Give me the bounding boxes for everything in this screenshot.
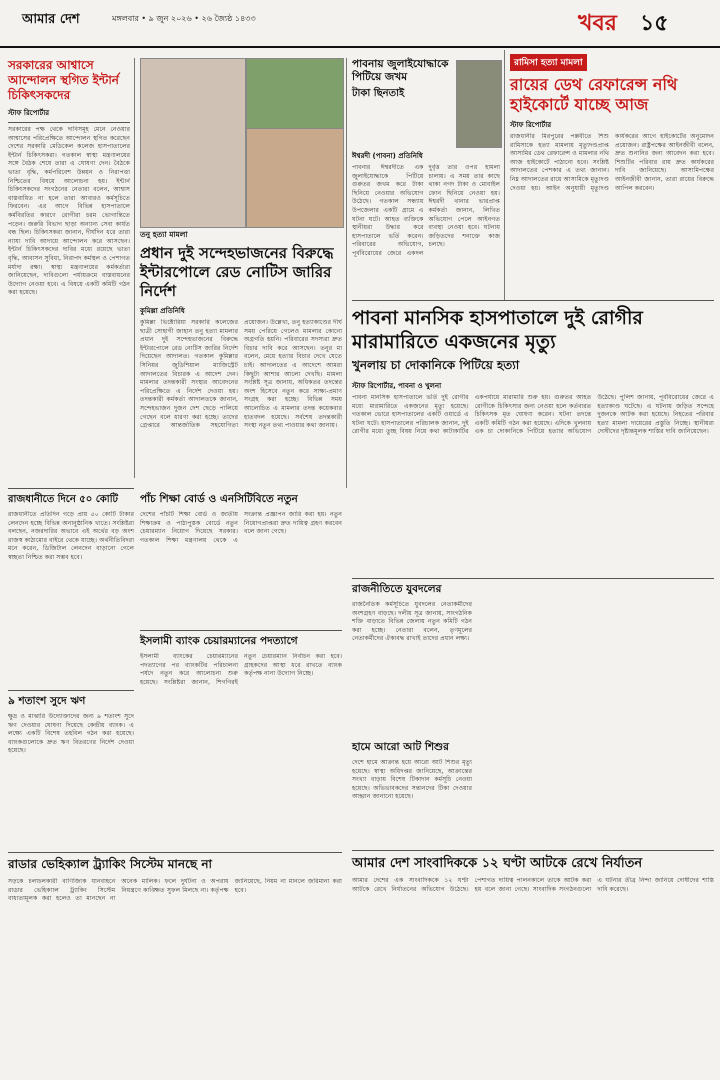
headline: পাবনা মানসিক হাসপাতালে দুই রোগীর মারামারিতে একজনের মৃত্যু: [352, 307, 643, 353]
page-number: ১৫: [640, 11, 669, 36]
headline: পাঁচ শিক্ষা বোর্ড ও এনসিটিবিতে নতুন: [140, 493, 298, 505]
headline: রাজধানীতে দিনে ৫০ কোটি: [8, 494, 119, 505]
story-ramisa: [510, 50, 714, 313]
article-body: রাজধানীতে প্রতিদিন গড়ে প্রায় ৫০ কোটি টাকার লেনদেন হচ্ছে বিভিন্ন অনানুষ্ঠানিক খাতে। সংশ্লিষ্টরা বলছেন, নজরদারির অভাবে এই অর্থের বড় অংশ রাজস্ব কাঠামোর বাইরে থেকে যাচ্ছে। অর্থনীতিবিদরা মনে করেন, ডিজিটাল লেনদেন বাড়ানো গেলে স্বচ্ছতা নিশ্চিত করা সম্ভব হবে।: [8, 511, 134, 561]
byline: স্টাফ রিপোর্টার, পাবনা ও খুলনা: [352, 382, 442, 390]
article-body: পাবনার ঈশ্বরদীতে এক জুলাইযোদ্ধাকে পিটিয়ে গুরুতর জখম করে টাকা ছিনিয়ে নেওয়ার অভিযোগ উঠেছে। গতকাল সন্ধ্যায় উপজেলার একটি গ্রামে এ ঘটনা ঘটে। আহত ব্যক্তিকে স্থানীয়রা উদ্ধার করে হাসপাতালে ভর্তি করেন। পরিবারের অভিযোগ, পূর্ববিরোধের জেরে একদল দুর্বৃত্ত তার ওপর হামলা চালায়। এ সময় তার কাছে থাকা নগদ টাকা ও মোবাইল ফোন ছিনিয়ে নেওয়া হয়। ঈশ্বরদী থানার ভারপ্রাপ্ত কর্মকর্তা জানান, লিখিত অভিযোগ পেলে আইনগত ব্যবস্থা নেওয়া হবে। ঘটনায় জড়িতদের শনাক্তে কাজ চলছে।: [352, 164, 500, 257]
byline: কুমিল্লা প্রতিনিধি: [140, 307, 185, 315]
headline: আমার দেশ সাংবাদিককে ১২ ঘণ্টা আটকে রেখে নির্যাতন: [352, 856, 643, 871]
article-body: সরকারের পক্ষ থেকে দাবিসমূহ মেনে নেওয়ার আশ্বাসের পরিপ্রেক্ষিতে আন্দোলন স্থগিত করেছেন দেশের সরকারি মেডিকেল কলেজ হাসপাতালের ইন্টার্ন চিকিৎসকরা। গতকাল স্বাস্থ্য মন্ত্রণালয়ের সঙ্গে বৈঠক শেষে তারা এ ঘোষণা দেন। বৈঠকে ভাতা বৃদ্ধি, কর্মপরিবেশ উন্নয়ন ও নিরাপত্তা নিশ্চিতের বিষয়ে আলোচনা হয়। ইন্টার্ন চিকিৎসকদের সংগঠনের নেতারা বলেন, আশ্বাস বাস্তবায়িত না হলে তারা আবারও কর্মসূচিতে ফিরবেন। এর আগে বিভিন্ন হাসপাতালে কর্মবিরতির কারণে রোগীরা চরম ভোগান্তিতে পড়েন। জরুরি বিভাগ ছাড়া অন্যান্য সেবা কার্যত বন্ধ ছিল। চিকিৎসকরা জানান, দীর্ঘদিন ধরে তারা ন্যায্য দাবি আদায়ে আন্দোলন করে আসছেন। ইন্টার্ন চিকিৎসকদের দাবির মধ্যে রয়েছে ভাতা বৃদ্ধি, আবাসন সুবিধা, নিরাপদ কর্মস্থল ও পেশাগত মর্যাদা রক্ষা। স্বাস্থ্য মন্ত্রণালয়ের কর্মকর্তারা জানিয়েছেন, দাবিগুলো পর্যায়ক্রমে বাস্তবায়নের উদ্যোগ নেওয়া হবে। এ বিষয়ে একটি কমিটি গঠন করা হয়েছে।: [8, 126, 130, 297]
headline: রাজনীতিতে যুবদলের: [352, 583, 442, 595]
headline: হামে আরো আট শিশুর: [352, 741, 449, 753]
story-tonu-murder: [140, 230, 342, 509]
story-jubodol: [352, 582, 472, 751]
article-body: পাবনা মানসিক হাসপাতালে ভর্তি দুই রোগীর মধ্যে মারামারিতে একজনের মৃত্যু হয়েছে। গতকাল ভোরে হাসপাতালের একটি ওয়ার্ডে এ ঘটনা ঘটে। হাসপাতালের পরিচালক জানান, দুই রোগীর মধ্যে তুচ্ছ বিষয় নিয়ে কথা কাটাকাটির একপর্যায়ে মারামারি শুরু হয়। গুরুতর আহত রোগীকে চিকিৎসার জন্য নেওয়া হলে কর্তব্যরত চিকিৎসক মৃত ঘোষণা করেন। ঘটনা তদন্তে একটি কমিটি গঠন করা হয়েছে। এদিকে খুলনায় এক চা দোকানিকে পিটিয়ে হত্যার অভিযোগ উঠেছে। পুলিশ জানায়, পূর্ববিরোধের জেরে এ হত্যাকাণ্ড ঘটেছে। এ ঘটনায় জড়িত সন্দেহে দুজনকে আটক করা হয়েছে। নিহতের পরিবার হত্যা মামলা দায়েরের প্রস্তুতি নিচ্ছে। স্থানীয়রা দোষীদের দৃষ্টান্তমূলক শাস্তির দাবি জানিয়েছেন।: [352, 394, 714, 436]
headline: ৯ শতাংশ সুদে ঋণ: [8, 695, 86, 707]
article-body: আমার দেশের এক সাংবাদিককে ১২ ঘণ্টা আটকে রেখে নির্যাতনের অভিযোগ উঠেছে। পেশাগত দায়িত্ব পালনকালে তাকে আটক করা হয় বলে জানা গেছে। সাংবাদিক সংগঠনগুলো এ ঘটনার তীব্র নিন্দা জানিয়ে দোষীদের শাস্তি দাবি করেছে।: [352, 877, 714, 893]
headline: প্রধান দুই সন্দেহভাজনের বিরুদ্ধে ইন্টারপোলে রেড নোটিস জারির নির্দেশ: [140, 244, 334, 300]
paper-name: আমার দেশ: [22, 12, 80, 27]
story-journalist: [352, 854, 714, 1067]
issue-date: মঙ্গলবার • ৯ জুন ২০২৬ • ২৬ জ্যৈষ্ঠ ১৪৩৩: [112, 14, 256, 23]
article-body: কুমিল্লা ভিক্টোরিয়া সরকারি কলেজের ছাত্রী সোহাগী জাহান তনু হত্যা মামলার প্রধান দুই সন্দেহভাজনের বিরুদ্ধে ইন্টারপোলে রেড নোটিস জারির নির্দেশ দিয়েছেন আদালত। গতকাল কুমিল্লার সিনিয়র জুডিশিয়াল ম্যাজিস্ট্রেট আদালতের বিচারক এ আদেশ দেন। মামলার তদন্তকারী সংস্থার আবেদনের পরিপ্রেক্ষিতে এ নির্দেশ দেওয়া হয়। তদন্তকারী কর্মকর্তা আদালতকে জানান, সন্দেহভাজন দুজন দেশ ছেড়ে পালিয়ে গেছেন বলে ধারণা করা হচ্ছে। তাদের গ্রেপ্তারে আন্তর্জাতিক সহযোগিতা প্রয়োজন। উল্লেখ্য, তনু হত্যাকাণ্ডের দীর্ঘ সময় পেরিয়ে গেলেও মামলার কোনো অগ্রগতি হয়নি। পরিবারের সদস্যরা দ্রুত বিচার দাবি করে আসছেন। তনুর মা বলেন, মেয়ে হত্যার বিচার দেখে যেতে চাই। আদালতের এ আদেশে আমরা কিছুটা আশার আলো দেখছি। মামলা সংশ্লিষ্ট সূত্র জানায়, অধিকতর তদন্তের অংশ হিসেবে নতুন করে সাক্ষ্য-প্রমাণ সংগ্রহ করা হচ্ছে। বিভিন্ন সময় আলোচিত এ মামলার তদন্ত কয়েকবার হাতবদল হয়েছে। সর্বশেষ তদন্তকারী সংস্থা নতুন তথ্য পাওয়ার কথা জানায়।: [140, 319, 342, 430]
story-50-crore: [8, 492, 134, 691]
section-name: খবর: [578, 11, 617, 36]
story-radar: [8, 856, 342, 1068]
kicker: রামিসা হত্যা মামলা: [510, 54, 587, 71]
article-body: ইসলামী ব্যাংকের চেয়ারম্যানের পদত্যাগের পর ব্যাংকটির পরিচালনা পর্ষদে নতুন করে আলোচনা শুরু হয়েছে। সংশ্লিষ্টরা জানান, শিগগিরই নতুন চেয়ারম্যান নির্বাচন করা হবে। গ্রাহকদের আস্থা ধরে রাখতে ব্যাংক কর্তৃপক্ষ নানা উদ্যোগ নিচ্ছে।: [140, 653, 342, 686]
subhead: টাকা ছিনতাই: [352, 88, 405, 99]
byline: ঈশ্বরদী (পাবনা) প্রতিনিধি: [352, 152, 423, 160]
suspect-photo-2: [246, 128, 344, 228]
headline: পাবনায় জুলাইযোদ্ধাকে পিটিয়ে জখম: [352, 58, 449, 83]
article-body: দেশে হামে আক্রান্ত হয়ে আরো আট শিশুর মৃত্যু হয়েছে। স্বাস্থ্য অধিদপ্তর জানিয়েছে, আক্রান্তের সংখ্যা বাড়ায় বিশেষ টিকাদান কর্মসূচি নেওয়া হয়েছে। অভিভাবকদের সন্তানদের টিকা দেওয়ার আহ্বান জানানো হয়েছে।: [352, 759, 472, 801]
article-body: রাজধানীর মিরপুরের পল্লবীতে শিশু রামিসাকে হত্যা মামলায় মৃত্যুদণ্ডপ্রাপ্ত আসামির ডেথ রেফারেন্স ও মামলার নথি আজ হাইকোর্টে পাঠানো হবে। সংশ্লিষ্ট আদালতের পেশকার এ তথ্য জানান। নিম্ন আদালতের রায়ে আসামিকে মৃত্যুদণ্ড দেওয়া হয়। আইন অনুযায়ী মৃত্যুদণ্ড কার্যকরের আগে হাইকোর্টের অনুমোদন প্রয়োজন। রাষ্ট্রপক্ষের আইনজীবী বলেন, দ্রুত শুনানির জন্য আবেদন করা হবে। শিশুটির পরিবার রায় দ্রুত কার্যকরের দাবি জানিয়েছে। আসামিপক্ষের আইনজীবী জানান, তারা রায়ের বিরুদ্ধে আপিল করবেন।: [510, 133, 714, 192]
story-islami-bank: [140, 634, 342, 853]
story-mental-hospital: [352, 306, 714, 624]
article-body: সড়কে চলাচলকারী বাণিজ্যিক যানবাহনে রাডার ভেহিক্যাল ট্র্যাকিং সিস্টেম বাধ্যতামূলক করা হলেও তা মানছেন না অনেক মালিক। ফলে দুর্ঘটনা ও অপরাধ নিয়ন্ত্রণে কাঙ্ক্ষিত সুফল মিলছে না। কর্তৃপক্ষ জানিয়েছে, নিয়ম না মানলে জরিমানা করা হবে।: [8, 878, 342, 903]
byline: স্টাফ রিপোর্টার: [510, 121, 552, 129]
byline: স্টাফ রিপোর্টার: [8, 109, 50, 117]
victim-photo-pabna: [456, 60, 502, 148]
article-body: রাজনৈতিক কর্মসূচিতে যুবদলের নেতাকর্মীদের অংশগ্রহণ বাড়ছে। দলীয় সূত্র জানায়, সাংগঠনিক শক্তি বাড়াতে বিভিন্ন জেলায় নতুন কমিটি গঠন করা হচ্ছে। নেতারা বলেন, তৃণমূলের নেতাকর্মীদের ঐক্যবদ্ধ রাখাই তাদের প্রধান লক্ষ্য।: [352, 601, 472, 643]
story-measles: [352, 740, 472, 839]
story-education-board: [140, 492, 342, 641]
article-body: দেশের পাঁচটি শিক্ষা বোর্ড ও জাতীয় শিক্ষাক্রম ও পাঠ্যপুস্তক বোর্ডে নতুন চেয়ারম্যান নিয়োগ দিয়েছে সরকার। গতকাল শিক্ষা মন্ত্রণালয় থেকে এ সংক্রান্ত প্রজ্ঞাপন জারি করা হয়। নতুন নিয়োগপ্রাপ্তরা দ্রুত দায়িত্ব গ্রহণ করবেন বলে জানা গেছে।: [140, 511, 342, 544]
article-body: ক্ষুদ্র ও মাঝারি উদ্যোক্তাদের জন্য ৯ শতাংশ সুদে ঋণ দেওয়ার ঘোষণা দিয়েছে কেন্দ্রীয় ব্যাংক। এ লক্ষ্যে একটি বিশেষ তহবিল গঠন করা হয়েছে। ব্যাংকগুলোকে দ্রুত ঋণ বিতরণের নির্দেশ দেওয়া হয়েছে।: [8, 713, 134, 755]
subhead: খুনলায় চা দোকানিকে পিটিয়ে হত্যা: [352, 358, 520, 372]
headline: রায়ের ডেথ রেফারেন্স নথি হাইকোর্টে যাচ্ছে আজ: [510, 75, 678, 114]
headline: সরকারের আশ্বাসে আন্দোলন স্থগিত ইন্টার্ন চিকিৎসকদের: [8, 58, 119, 102]
story-9-percent: [8, 694, 134, 863]
story-intern-doctors: [8, 58, 130, 506]
headline: ইসলামী ব্যাংক চেয়ারম্যানের পদত্যাগে: [140, 635, 298, 647]
headline: রাডার ভেহিক্যাল ট্র্যাকিং সিস্টেম মানছে না: [8, 857, 212, 871]
suspect-photo-1: [140, 58, 246, 228]
kicker: তনু হত্যা মামলা: [140, 230, 188, 239]
story-pabna-attack: [352, 58, 456, 103]
masthead: [0, 0, 720, 48]
